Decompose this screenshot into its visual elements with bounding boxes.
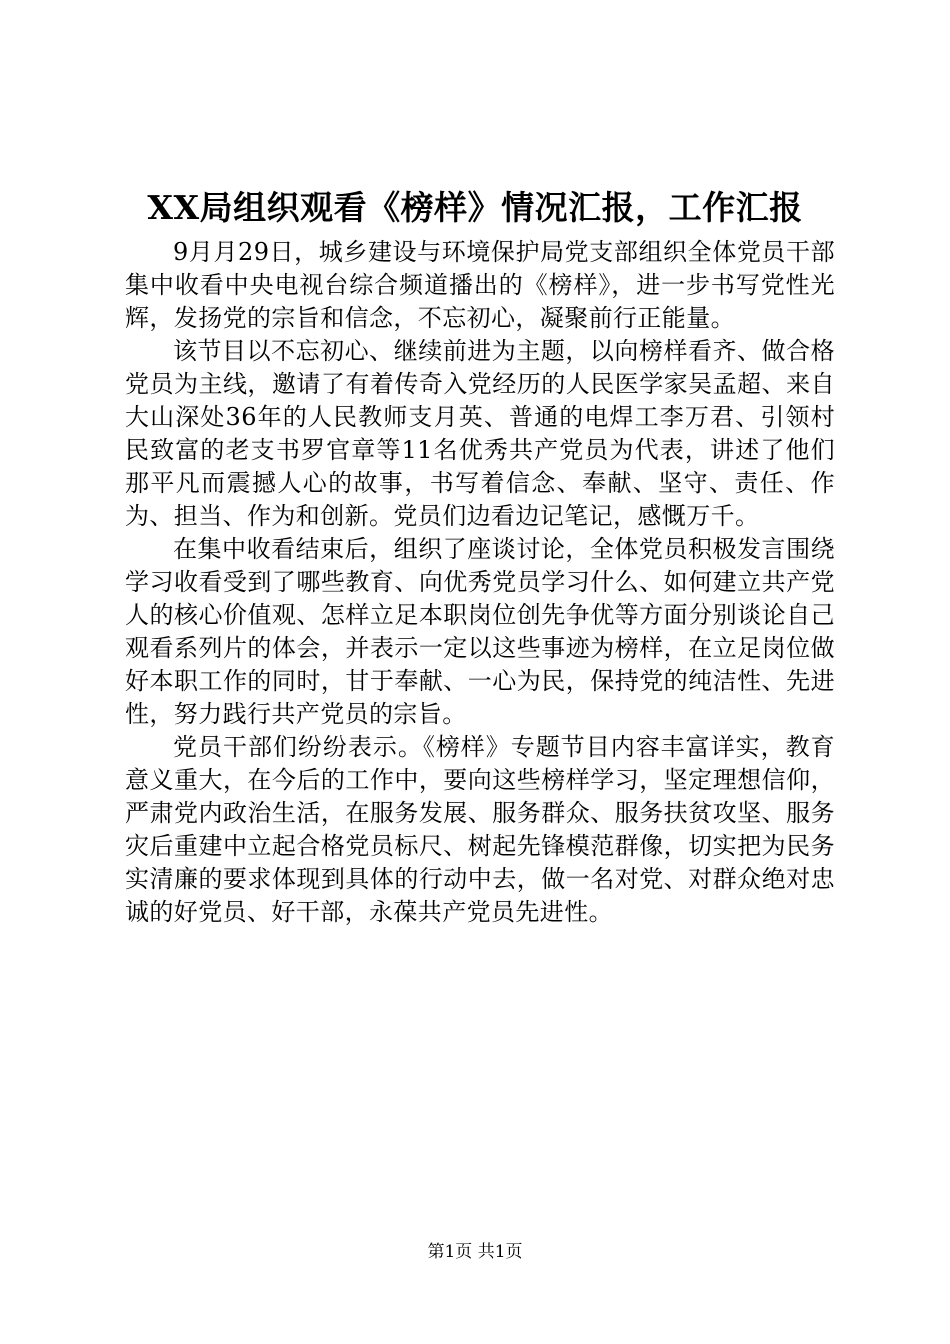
document-body [125, 236, 835, 929]
paragraph-2: 该节目以不忘初心、继续前进为主题，以向榜样看齐、做合格党员为主线，邀请了有着传奇入党经历的人民医学家吴孟超、来自大山深处36年的人民教师支月英、普通的电焊工李万君、引领村民致富的老支书罗官章等11名优秀共产党员为代表，讲述了他们那平凡而震撼人心的故事，书写着信念、奉献、坚守、责任、作为、担当、作为和创新。党员们边看边记笔记，感慨万千。 [125, 337, 835, 530]
document-title: XX局组织观看《榜样》情况汇报，工作汇报 [147, 188, 803, 227]
paragraph-1: 9月月29日，城乡建设与环境保护局党支部组织全体党员干部集中收看中央电视台综合频道播出的《榜样》，进一步书写党性光辉，发扬党的宗旨和信念，不忘初心，凝聚前行正能量。 [125, 238, 835, 332]
paragraph-3: 在集中收看结束后，组织了座谈讨论，全体党员积极发言围绕学习收看受到了哪些教育、向优秀党员学习什么、如何建立共产党人的核心价值观、怎样立足本职岗位创先争优等方面分别谈论自己观看系列片的体会，并表示一定以这些事迹为榜样，在立足岗位做好本职工作的同时，甘于奉献、一心为民，保持党的纯洁性、先进性，努力践行共产党员的宗旨。 [125, 535, 835, 728]
page-footer: 第1页 共1页 [427, 1242, 523, 1262]
paragraph-4: 党员干部们纷纷表示。《榜样》专题节目内容丰富详实，教育意义重大，在今后的工作中，要向这些榜样学习，坚定理想信仰，严肃党内政治生活，在服务发展、服务群众、服务扶贫攻坚、服务灾后重建中立起合格党员标尺、树起先锋模范群像，切实把为民务实清廉的要求体现到具体的行动中去，做一名对党、对群众绝对忠诚的好党员、好干部，永葆共产党员先进性。 [125, 733, 835, 926]
